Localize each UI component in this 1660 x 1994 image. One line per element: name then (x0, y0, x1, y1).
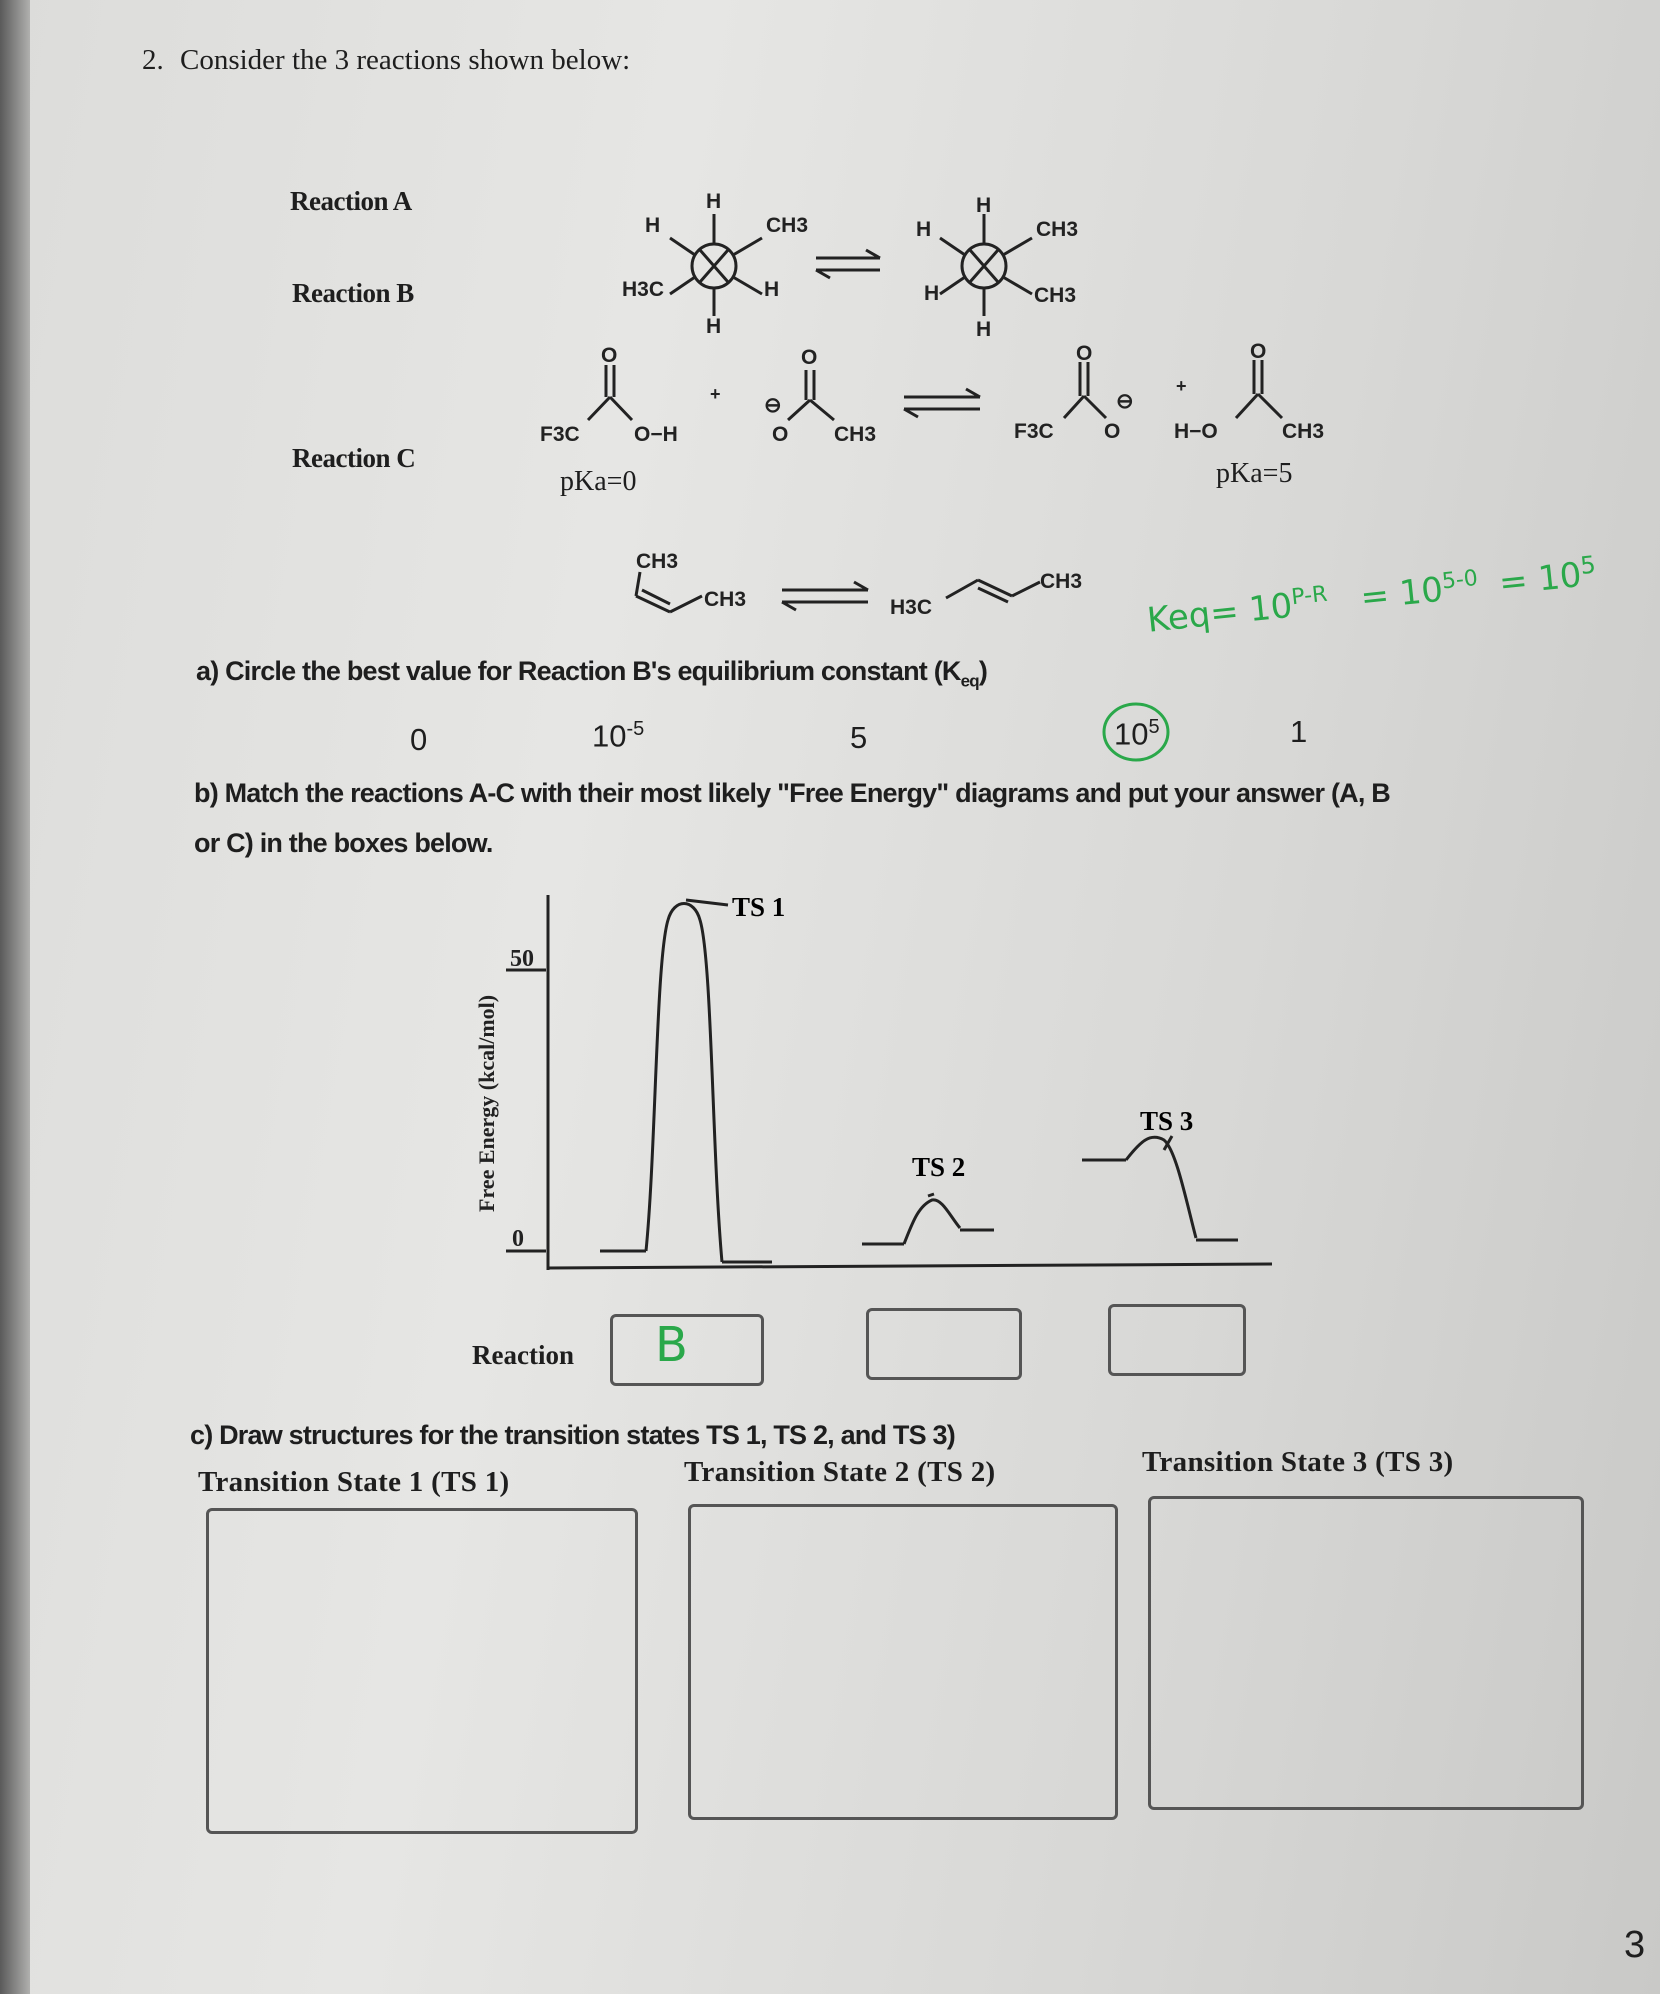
answer-box-diagram-1[interactable] (610, 1314, 764, 1386)
y-tick-0-label: 0 (512, 1226, 524, 1252)
reaction-a-label: Reaction A (290, 186, 412, 216)
newman-right-upper-left: H (916, 218, 932, 241)
ts3-label: TS 3 (1140, 1106, 1194, 1136)
ts3-drawing-box[interactable] (1148, 1496, 1584, 1810)
newman-right-bottom: H (976, 318, 992, 341)
chem-label: + (1176, 376, 1187, 396)
newman-right-lower-right: CH3 (1034, 284, 1077, 307)
chem-label: O (772, 423, 789, 446)
choice-10-neg5[interactable]: $10^{-5}$ (592, 718, 645, 754)
newman-left-lower-right: H (764, 278, 780, 301)
choice-1[interactable]: 1 (1290, 714, 1308, 749)
newman-right-upper-right: CH3 (1036, 218, 1079, 241)
y-tick-50-label: 50 (510, 946, 534, 972)
y-axis-label: Free Energy (kcal/mol) (474, 994, 499, 1212)
chem-label: ⊖ (764, 394, 782, 417)
ts2-label: TS 2 (912, 1152, 966, 1182)
ts2-heading: Transition State 2 (TS 2) (684, 1456, 996, 1488)
newman-left-lower-left: H3C (622, 278, 665, 301)
b-right-hydroxyl: H−O (1174, 420, 1218, 443)
ts3-curve (1126, 1137, 1196, 1238)
chem-label: CH3 (1282, 420, 1325, 443)
ts2-drawing-box[interactable] (688, 1504, 1118, 1820)
chem-label: O (601, 344, 618, 367)
chem-label: O (1076, 342, 1093, 365)
b-acid-hydroxyl: O−H (634, 423, 678, 446)
c-left-top: CH3 (636, 550, 679, 573)
page-number: 3 (1624, 1924, 1646, 1966)
ts1-curve (646, 904, 722, 1263)
ts1-label: TS 1 (732, 892, 786, 922)
chem-label: ⊖ (1116, 390, 1134, 413)
newman-left-upper-left: H (645, 214, 661, 237)
ts3-heading: Transition State 3 (TS 3) (1142, 1446, 1454, 1478)
part-b-prompt-line2: or C) in the boxes below. (194, 828, 493, 858)
question-title: Consider the 3 reactions shown below: (180, 44, 631, 76)
question-number: 2. (142, 44, 164, 76)
newman-right-top: H (976, 194, 992, 217)
b-acid-group: F3C (540, 423, 580, 446)
newman-left-top: H (706, 190, 722, 213)
b-base-group: CH3 (834, 423, 877, 446)
choice-5[interactable]: 5 (850, 720, 868, 755)
ts1-heading: Transition State 1 (TS 1) (198, 1466, 510, 1498)
ts2-curve (904, 1200, 960, 1244)
chem-label: O (1250, 340, 1267, 363)
b-right-pka: pKa=5 (1216, 458, 1293, 489)
b-right-group: F3C (1014, 420, 1054, 443)
chem-label: O (801, 346, 818, 369)
ts1-drawing-box[interactable] (206, 1508, 638, 1834)
chem-label: + (710, 384, 721, 404)
reaction-row-label: Reaction (472, 1340, 574, 1370)
choice-0[interactable]: 0 (410, 722, 428, 757)
answer-box-diagram-3[interactable] (1108, 1304, 1246, 1376)
x-axis (548, 1264, 1272, 1268)
newman-left-upper-right: CH3 (766, 214, 809, 237)
newman-right-lower-left: H (924, 282, 940, 305)
handwritten-keq-equation: $Keq= 10^{P-R} = 10^{5-0} = 10^5$ (1145, 550, 1598, 641)
part-a-prompt: a) Circle the best value for Reaction B's equilibrium constant $(K_{eq})$ (196, 656, 988, 691)
c-right-left: H3C (890, 596, 933, 619)
b-acid-pka: pKa=0 (560, 466, 637, 497)
chem-label: O (1104, 420, 1121, 443)
part-b-prompt-line1: b) Match the reactions A-C with their most likely "Free Energy" diagrams and put your answer (A, B (194, 778, 1390, 808)
c-left-right: CH3 (704, 588, 747, 611)
answer-box-diagram-2[interactable] (866, 1308, 1022, 1380)
reaction-c-label: Reaction C (292, 443, 416, 473)
part-c-prompt: c) Draw structures for the transition states TS 1, TS 2, and TS 3) (190, 1420, 955, 1450)
newman-left-bottom: H (706, 315, 722, 338)
handwritten-answer-b: B (655, 1317, 688, 1373)
choice-10-pos5[interactable]: $10^5$ (1114, 716, 1160, 752)
c-right-right: CH3 (1040, 570, 1083, 593)
reaction-b-label: Reaction B (292, 278, 414, 308)
